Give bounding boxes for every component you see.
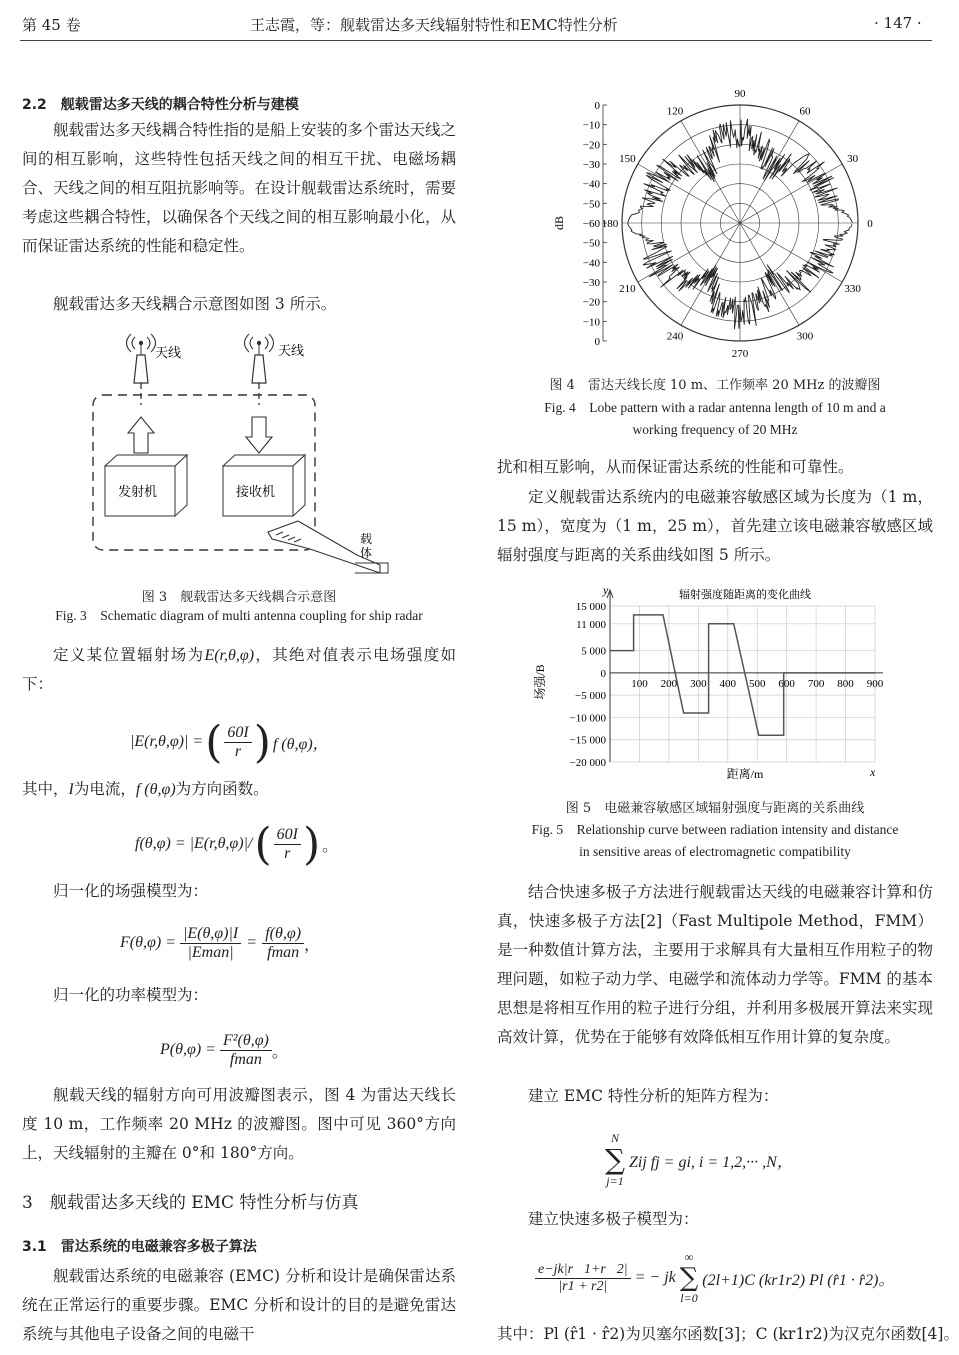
- radial-tick-label: −50: [582, 237, 600, 250]
- paragraph-fig3-ref: 舰载雷达多天线耦合示意图如图 3 所示。: [53, 295, 337, 313]
- fig5-xlabel: 距离/m: [726, 767, 764, 781]
- fig5-caption-en-1: Fig. 5 Relationship curve between radiation intensity and distance: [531, 822, 899, 837]
- radial-tick-label: −40: [582, 257, 600, 270]
- equation-5: N ∑ j=1 Zij fj = gi, i = 1,2,··· ,N，: [605, 1131, 793, 1188]
- y-tick-label: −20 000: [569, 757, 606, 769]
- x-tick-label: 700: [807, 677, 825, 690]
- paragraph-functions: 其中：Pl (r̂1 · r̂2)为贝塞尔函数[3]；C (kr1r2)为汉克尔函数[4]。: [497, 1325, 959, 1343]
- equation-3: F(θ,φ) = $\frac{|E(\theta,\varphi)|I}{\text{|Eman|}}$ = $\frac{f(\theta,\varphi)}{\text{fman}}$ ，: [120, 924, 321, 961]
- equation-4: P(θ,φ) = $\frac{\text{F²(θ,φ)}}{\text{fman}}$ 。: [160, 1031, 288, 1068]
- header-rule: [20, 40, 932, 41]
- fig4-caption-cn: 图 4 雷达天线长度 10 m、工作频率 20 MHz 的波瓣图: [549, 378, 881, 393]
- polar-spoke: [740, 223, 842, 282]
- antenna-1-icon: [127, 334, 156, 383]
- polar-angle-label: 0: [867, 218, 873, 230]
- radial-tick-label: −60: [582, 218, 600, 230]
- paragraph-coupling: 舰载雷达多天线耦合特性指的是船上安装的多个雷达天线之间的相互影响，这些特性包括天线之间的相互干扰、电磁场耦合、天线之间的相互阻抗影响等。在设计舰载雷达系统时，需要考虑这些耦合特性，以确保各个天线之间的相互影响最小化，从而保证雷达系统的性能和稳定性。: [22, 121, 457, 255]
- radial-tick-label: 0: [594, 100, 600, 112]
- polar-spoke: [638, 164, 740, 223]
- x-tick-label: 400: [719, 677, 737, 690]
- fig4-caption-en-2: working frequency of 20 MHz: [632, 422, 798, 437]
- fig4-caption-en-1: Fig. 4 Lobe pattern with a radar antenna length of 10 m and a: [544, 400, 886, 415]
- antenna-2-icon: [245, 334, 274, 383]
- radial-tick-label: −40: [582, 178, 600, 191]
- paragraph-emc: 舰载雷达系统的电磁兼容 (EMC) 分析和设计是确保雷达系统在正常运行的重要步骤。EMC 分析和设计的目的是避免雷达系统与其他电子设备之间的电磁干: [22, 1267, 456, 1343]
- fig5-y-letter: y: [603, 583, 609, 597]
- x-tick-label: 100: [631, 677, 648, 690]
- paragraph-normalized-power: 归一化的功率模型为：: [53, 986, 209, 1004]
- section-2-2-title: 2.2 舰载雷达多天线的耦合特性分析与建模: [22, 97, 299, 113]
- equation-1: |E(r,θ,φ)| = ( $\frac{60I}{r}$ ) f (θ,φ)，: [130, 716, 329, 768]
- paragraph-fmm-model: 建立快速多极子模型为：: [528, 1210, 699, 1228]
- y-tick-label: −10 000: [569, 712, 606, 725]
- y-tick-label: 15 000: [575, 601, 606, 613]
- carrier-label-2: 体: [360, 546, 373, 560]
- fig4-ylabel: dB: [552, 215, 566, 230]
- polar-angle-label: 60: [799, 105, 811, 118]
- fig5-x-letter: x: [870, 765, 876, 779]
- polar-angle-label: 120: [666, 105, 684, 118]
- fig3-caption-cn: 图 3 舰载雷达多天线耦合示意图: [141, 590, 337, 605]
- x-tick-label: 300: [690, 677, 707, 690]
- antenna-1-label: 天线: [155, 345, 182, 360]
- fig5-ylabel: 场强/B: [533, 664, 547, 700]
- equation-6: $\frac{e-jk|r⃗1+r⃗2|}{|r1 + r2|}$ = − jk ∞ ∑ l=0 (2l+1)C (kr1r2) Pl (r̂1 · r̂2)。: [535, 1245, 894, 1311]
- running-title: 王志霞，等：舰载雷达多天线辐射特性和EMC特性分析: [250, 16, 618, 34]
- y-tick-label: 11 000: [576, 618, 606, 631]
- fig3-caption-en: Fig. 3 Schematic diagram of multi antenna coupling for ship radar: [55, 608, 423, 623]
- x-tick-label: 800: [837, 677, 854, 690]
- fig5-line-chart: [530, 582, 890, 792]
- radial-tick-label: −30: [582, 277, 600, 289]
- polar-angle-label: 300: [796, 330, 814, 343]
- paragraph-sensitive-area: 定义舰载雷达系统内的电磁兼容敏感区域为长度为（1 m，15 m），宽度为（1 m，25 m），首先建立该电磁兼容敏感区域辐射强度与距离的关系曲线如图 5 所示。: [497, 488, 933, 564]
- polar-angle-label: 180: [601, 218, 619, 230]
- y-tick-label: −5 000: [575, 690, 606, 703]
- section-3-title: 3 舰载雷达多天线的 EMC 特性分析与仿真: [22, 1193, 359, 1213]
- polar-angle-label: 270: [731, 348, 749, 360]
- radial-tick-label: −10: [582, 316, 600, 329]
- polar-angle-label: 150: [619, 153, 636, 165]
- transmit-arrow-icon: [128, 417, 154, 453]
- page-number: · 147 ·: [874, 14, 922, 32]
- polar-angle-label: 90: [734, 88, 746, 100]
- polar-angle-label: 210: [619, 283, 636, 295]
- radial-tick-label: −20: [582, 139, 600, 152]
- x-tick-label: 500: [748, 677, 766, 690]
- fig5-title: 辐射强度随距离的变化曲线: [679, 589, 811, 601]
- fig4-polar-chart: [552, 86, 895, 370]
- paragraph-field-definition: 定义某位置辐射场为E(r,θ,φ)，其绝对值表示电场强度如下：: [22, 646, 456, 693]
- x-tick-label: 200: [660, 677, 678, 690]
- transmitter-label: 发射机: [118, 484, 158, 499]
- polar-angle-label: 330: [844, 283, 861, 295]
- antenna-2-label: 天线: [278, 343, 305, 358]
- carrier-label-1: 载: [360, 532, 373, 546]
- radial-tick-label: −50: [582, 198, 600, 211]
- x-tick-label: 600: [778, 677, 795, 690]
- section-3-1-title: 3.1 雷达系统的电磁兼容多极子算法: [22, 1239, 257, 1255]
- y-tick-label: 5 000: [581, 645, 606, 658]
- receiver-label: 接收机: [236, 484, 276, 499]
- radial-tick-label: 0: [594, 336, 600, 348]
- radial-tick-label: −20: [582, 296, 600, 309]
- receive-arrow-icon: [246, 417, 272, 453]
- radial-tick-label: −30: [582, 159, 600, 171]
- y-tick-label: −15 000: [569, 734, 606, 747]
- fig3-diagram: [80, 325, 390, 585]
- paragraph-lobe: 舰载天线的辐射方向可用波瓣图表示，图 4 为雷达天线长度 10 m，工作频率 20 MHz 的波瓣图。图中可见 360°方向上，天线辐射的主瓣在 0°和 180°方向。: [22, 1086, 456, 1162]
- paragraph-matrix-eq: 建立 EMC 特性分析的矩阵方程为：: [528, 1087, 779, 1105]
- polar-angle-label: 240: [666, 330, 684, 343]
- paragraph-fmm: 结合快速多极子方法进行舰载雷达天线的电磁兼容计算和仿真，快速多极子方法[2]（Fast Multipole Method，FMM）是一种数值计算方法，主要用于求解具有大量相互作用粒子的物理问题，如粒子动力学、电磁学和流体动力学等。FMM 的基本思想是将相互作用的粒子进行分组，并利用多极展开算法来实现高效计算，优势在于能够有效降低相互作用计算的复杂度。: [497, 883, 933, 1046]
- volume-label: 第 45 卷: [22, 16, 81, 34]
- paragraph-normalized-field: 归一化的场强模型为：: [53, 882, 209, 900]
- fig5-caption-en-2: in sensitive areas of electromagnetic compatibility: [579, 844, 851, 859]
- fig5-caption-cn: 图 5 电磁兼容敏感区域辐射强度与距离的关系曲线: [565, 801, 865, 816]
- polar-angle-label: 30: [847, 153, 859, 165]
- x-tick-label: 900: [866, 677, 884, 690]
- polar-spoke: [740, 164, 842, 223]
- radial-tick-label: −10: [582, 119, 600, 132]
- equation-2: f(θ,φ) = |E(r,θ,φ)|/ ( $\frac{60I}{r}$ ) 。: [135, 818, 339, 870]
- paragraph-current: 其中，I为电流，f (θ,φ)为方向函数。: [22, 780, 269, 798]
- paragraph-reliability: 扰和相互影响，从而保证雷达系统的性能和可靠性。: [497, 458, 854, 476]
- y-tick-label: 0: [600, 667, 606, 680]
